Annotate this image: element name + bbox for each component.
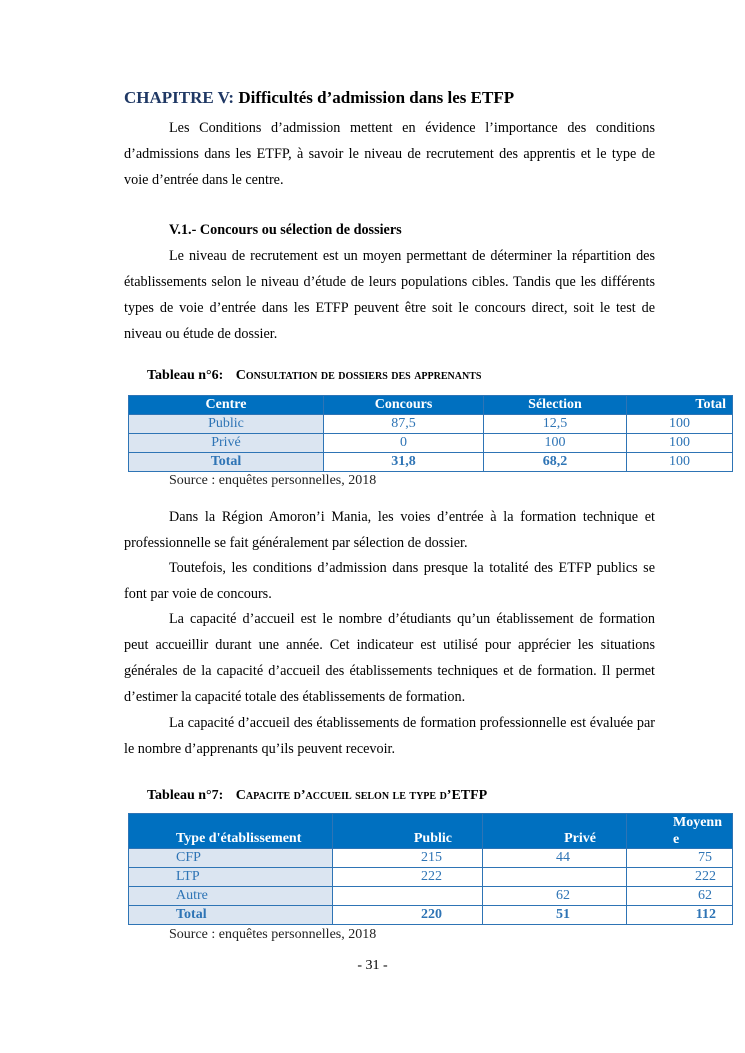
table-cell: CFP <box>129 849 333 868</box>
table-cell: Public <box>129 415 324 434</box>
table-cell: Privé <box>129 434 324 453</box>
table7-header: Privé <box>483 814 627 849</box>
table-cell <box>483 868 627 887</box>
table6-header: Total <box>627 396 733 415</box>
table-cell: 87,5 <box>324 415 484 434</box>
table-cell: 100 <box>627 415 733 434</box>
table6 <box>128 395 733 472</box>
table6-label: Tableau n°6: <box>147 368 224 383</box>
table-cell: 100 <box>627 453 733 472</box>
table7-title: Capacite d’accueil selon le type d’ETFP <box>235 788 488 803</box>
table-cell: 100 <box>627 434 733 453</box>
table7-source: Source : enquêtes personnelles, 2018 <box>169 927 377 942</box>
table6-header-row <box>129 396 733 415</box>
table-cell: 44 <box>483 849 627 868</box>
table-row <box>129 906 733 925</box>
table-cell: LTP <box>129 868 333 887</box>
table-row <box>129 415 733 434</box>
paragraph: Toutefois, les conditions d’admission dans presque la totalité des ETFP publics se font par voie de concours. <box>124 560 655 602</box>
table6-header: Concours <box>324 396 484 415</box>
table6-source: Source : enquêtes personnelles, 2018 <box>169 473 377 488</box>
table7-label: Tableau n°7: <box>147 788 224 803</box>
paragraph: La capacité d’accueil des établissements de formation professionnelle est évaluée par le nombre d’apprenants qu’ils peuvent recevoir. <box>124 715 655 757</box>
table-cell: Autre <box>129 887 333 906</box>
table-row <box>129 434 733 453</box>
table-cell: 222 <box>333 868 483 887</box>
paragraph: Dans la Région Amoron’i Mania, les voies d’entrée à la formation technique et professionnelle se fait généralement par sélection de dossier. <box>124 509 655 551</box>
table7-header: Moyenne <box>627 814 733 849</box>
table-cell: 75 <box>627 849 733 868</box>
table-cell: 12,5 <box>484 415 627 434</box>
table-cell: 215 <box>333 849 483 868</box>
table-cell: Total <box>129 453 324 472</box>
paragraph: La capacité d’accueil est le nombre d’étudiants qu’un établissement de formation peut accueillir durant une année. Cet indicateur est utilisé pour apprécier les situations générales de la capacité d’accueil des établissements techniques et de formation. Il permet d’estimer la capacité totale des établissements de formation. <box>124 611 655 705</box>
table-cell: 112 <box>627 906 733 925</box>
table-cell: 68,2 <box>484 453 627 472</box>
table6-title: Consultation de dossiers des apprenants <box>235 368 482 383</box>
section-heading: V.1.- Concours ou sélection de dossiers <box>169 222 402 238</box>
table7-header-row <box>129 814 733 849</box>
intro-paragraph: Les Conditions d’admission mettent en évidence l’importance des conditions d’admissions dans les ETFP, à savoir le niveau de recrutement des apprentis et le type de voie d’entrée dans le centre. <box>124 120 655 188</box>
table7-header: Type d'établissement <box>129 814 333 849</box>
table6-header: Sélection <box>484 396 627 415</box>
table-cell: 62 <box>483 887 627 906</box>
table7 <box>128 813 733 925</box>
chapter-label: CHAPITRE V: <box>124 88 235 107</box>
table-cell: 220 <box>333 906 483 925</box>
table-row <box>129 453 733 472</box>
section-paragraph: Le niveau de recrutement est un moyen permettant de déterminer la répartition des établissements selon le niveau d’étude de leurs populations cibles. Tandis que les différents types de voie d’entrée dans les ETFP peuvent être soit le concours direct, soit le test de niveau ou étude de dossier. <box>124 248 655 342</box>
table-cell: 51 <box>483 906 627 925</box>
table6-header: Centre <box>129 396 324 415</box>
table-cell: 222 <box>627 868 733 887</box>
table-cell: 62 <box>627 887 733 906</box>
page-number: - 31 - <box>357 958 388 973</box>
table-cell: 31,8 <box>324 453 484 472</box>
table-cell: Total <box>129 906 333 925</box>
table-cell: 0 <box>324 434 484 453</box>
chapter-title: Difficultés d’admission dans les ETFP <box>238 88 515 107</box>
table7-caption <box>147 788 487 804</box>
table-row <box>129 887 733 906</box>
table-cell <box>333 887 483 906</box>
table7-header: Public <box>333 814 483 849</box>
table-cell: 100 <box>484 434 627 453</box>
chapter-heading <box>124 88 514 108</box>
table6-caption <box>147 368 481 384</box>
table-row <box>129 868 733 887</box>
table-row <box>129 849 733 868</box>
